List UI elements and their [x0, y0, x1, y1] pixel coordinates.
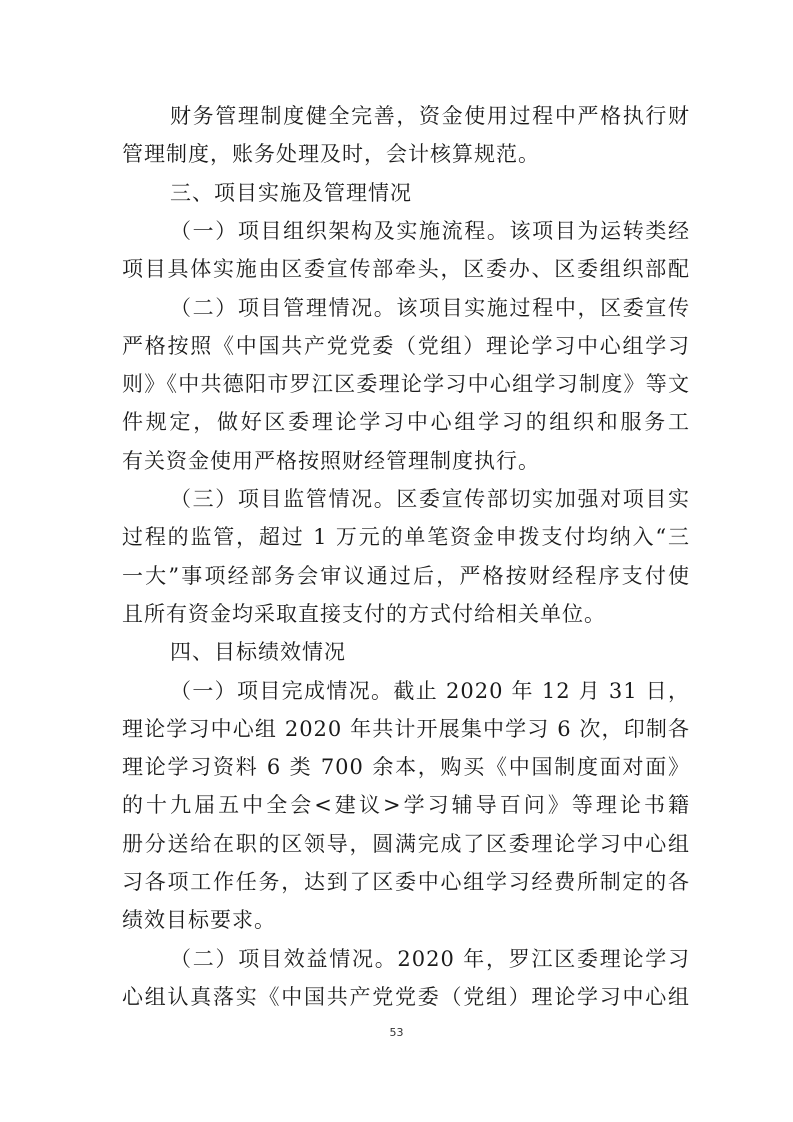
- paragraph-line: 严格按照《中国共产党党委（党组）理论学习中心组学习: [122, 334, 690, 358]
- paragraph-line: 习各项工作任务，达到了区委中心组学习经费所制定的各: [122, 870, 690, 894]
- paragraph-line: （一）项目组织架构及实施流程。该项目为运转类经: [170, 219, 690, 243]
- paragraph-line: 件规定，做好区委理论学习中心组学习的组织和服务工: [122, 410, 690, 434]
- paragraph-line: 过程的监管，超过 1 万元的单笔资金申拨支付均纳入“三: [122, 525, 690, 549]
- paragraph-line: 则》《中共德阳市罗江区委理论学习中心组学习制度》等文: [122, 372, 690, 396]
- paragraph-line: （三）项目监管情况。区委宣传部切实加强对项目实: [170, 487, 690, 511]
- paragraph-line: （二）项目管理情况。该项目实施过程中，区委宣传: [170, 296, 690, 320]
- paragraph-line: （一）项目完成情况。截止 2020 年 12 月 31 日，: [170, 679, 690, 703]
- paragraph-line: 绩效目标要求。: [122, 908, 276, 932]
- paragraph-line: 管理制度，账务处理及时，会计核算规范。: [122, 142, 540, 166]
- section-heading: 四、目标绩效情况: [170, 640, 346, 664]
- paragraph-line: 的十九届五中全会<建议>学习辅导百问》等理论书籍: [122, 793, 690, 817]
- paragraph-line: 有关资金使用严格按照财经管理制度执行。: [122, 449, 540, 473]
- paragraph-line: 册分送给在职的区领导，圆满完成了区委理论学习中心组: [122, 832, 690, 856]
- paragraph-line: 理论学习资料 6 类 700 余本，购买《中国制度面对面》: [122, 755, 690, 779]
- paragraph-line: 且所有资金均采取直接支付的方式付给相关单位。: [122, 602, 606, 626]
- page-number: 53: [389, 1026, 404, 1039]
- paragraph-line: （二）项目效益情况。2020 年，罗江区委理论学习: [170, 947, 690, 971]
- paragraph-line: 项目具体实施由区委宣传部牵头，区委办、区委组织部配: [122, 257, 690, 281]
- paragraph-line: 财务管理制度健全完善，资金使用过程中严格执行财: [170, 104, 690, 128]
- paragraph-line: 一大”事项经部务会审议通过后，严格按财经程序支付使: [122, 564, 690, 588]
- paragraph-line: 理论学习中心组 2020 年共计开展集中学习 6 次，印制各: [122, 717, 690, 741]
- section-heading: 三、项目实施及管理情况: [170, 181, 412, 205]
- paragraph-line: 心组认真落实《中国共产党党委（党组）理论学习中心组: [122, 985, 690, 1009]
